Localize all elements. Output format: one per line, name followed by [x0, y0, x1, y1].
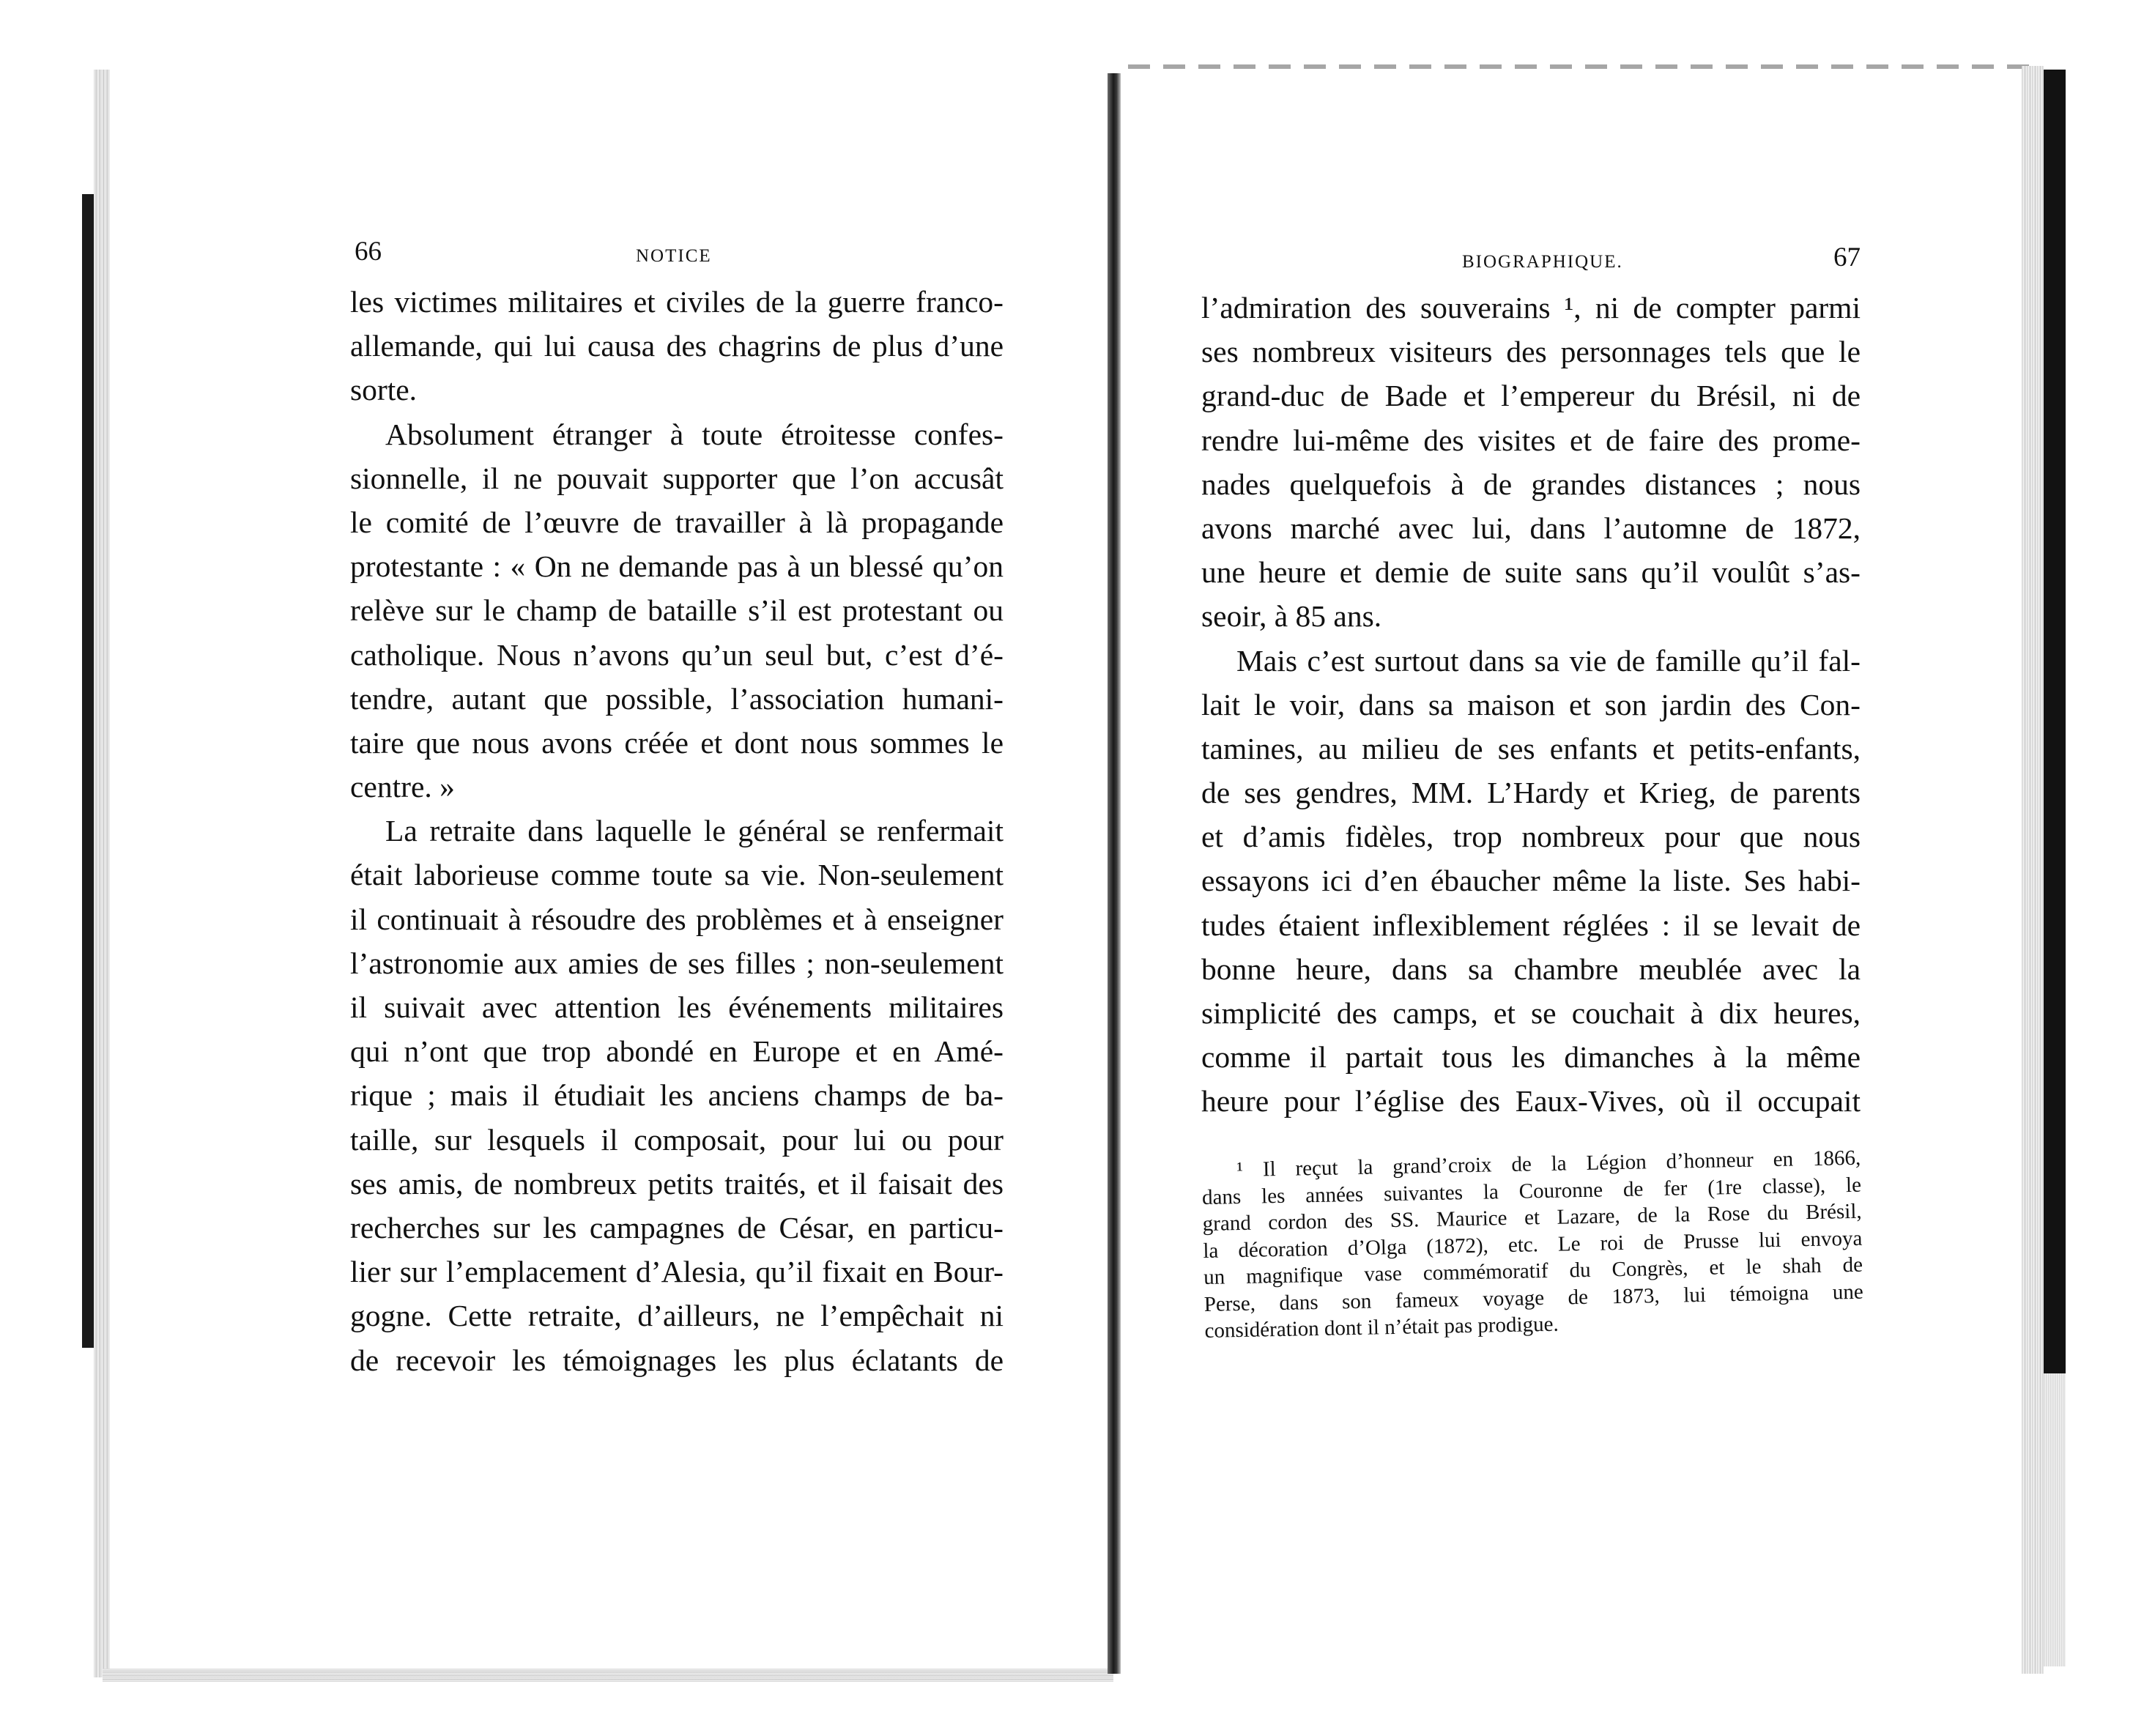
text-line: allemande, qui lui causa des chagrins de plus d’une [350, 329, 1004, 363]
footnote-line: considération dont il n’était pas prodigue. [1204, 1312, 1559, 1343]
text-line: relève sur le champ de bataille s’il est protestant ou [350, 593, 1004, 628]
text-line: une heure et demie de suite sans qu’il voulût s’as- [1201, 555, 1861, 590]
text-line: protestante : « On ne demande pas à un blessé qu’on [350, 549, 1004, 584]
text-line: et d’amis fidèles, trop nombreux pour que nous [1201, 820, 1861, 854]
text-line: lier sur l’emplacement d’Alesia, qu’il fixait en Bour- [350, 1255, 1004, 1289]
text-line: les victimes militaires et civiles de la guerre franco- [350, 285, 1004, 319]
footnote-line: un magnifique vase commémoratif du Congrès, et le shah de [1203, 1253, 1863, 1289]
text-line: Absolument étranger à toute étroitesse confes- [385, 417, 1004, 451]
text-line: de ses gendres, MM. L’Hardy et Krieg, de parents [1201, 776, 1861, 810]
footnote-line: dans les années suivantes la Couronne de fer (1re classe), le [1201, 1172, 1862, 1209]
top-page-edge [1128, 64, 2029, 69]
text-line: taire que nous avons créée et dont nous sommes le [350, 725, 1004, 760]
text-line: comme il partait tous les dimanches à la même [1201, 1040, 1861, 1075]
text-line: gogne. Cette retraite, d’ailleurs, ne l’empêchait ni [350, 1299, 1004, 1333]
text-line: lait le voir, dans sa maison et son jardin des Con- [1201, 687, 1861, 722]
text-line: qui n’ont que trop abondé en Europe et en Amé- [350, 1034, 1004, 1069]
text-line: taille, sur lesquels il composait, pour lui ou pour [350, 1122, 1004, 1157]
running-title: NOTICE [636, 246, 712, 266]
text-line: le comité de l’œuvre de travailler à là propagande [350, 505, 1004, 539]
footnote-line: grand cordon des SS. Maurice et Lazare, de la Rose du Brésil, [1202, 1199, 1862, 1236]
text-line: centre. » [350, 770, 455, 804]
footnote [1201, 1144, 1864, 1344]
page-number: 67 [1833, 242, 1861, 272]
text-line: seoir, à 85 ans. [1201, 599, 1382, 634]
text-line: nades quelquefois à de grandes distances ; nous [1201, 467, 1861, 501]
left-page-stack [94, 70, 110, 1677]
right-cover-edge-lower [2044, 1373, 2066, 1666]
footnote-line: ¹ Il reçut la grand’croix de la Légion d’honneur en 1866, [1236, 1146, 1861, 1182]
running-head [350, 236, 1004, 280]
text-line: rique ; mais il étudiait les anciens champs de ba- [350, 1078, 1004, 1113]
text-line: sorte. [350, 373, 418, 407]
text-line: bonne heure, dans sa chambre meublée avec la [1201, 952, 1861, 986]
footnote-line: Perse, dans son fameux voyage de 1873, lui témoigna une [1203, 1279, 1863, 1316]
text-line: essayons ici d’en ébaucher même la liste. Ses habi- [1201, 864, 1861, 898]
right-cover-edge [2044, 70, 2066, 1373]
text-line: l’admiration des souverains ¹, ni de compter parmi [1201, 291, 1861, 324]
body-text [350, 280, 1004, 1382]
text-line: grand-duc de Bade et l’empereur du Brésil, ni de [1201, 379, 1861, 413]
bottom-page-stack [103, 1669, 1113, 1682]
text-line: était laborieuse comme toute sa vie. Non-seulement [350, 858, 1004, 892]
running-head [1201, 242, 1861, 286]
text-line: Mais c’est surtout dans sa vie de famille qu’il fal- [1236, 643, 1861, 678]
text-line: avons marché avec lui, dans l’automne de 1872, [1201, 511, 1861, 545]
text-line: sionnelle, il ne pouvait supporter que l’on accusât [350, 461, 1004, 495]
text-line: il suivait avec attention les événements militaires [350, 990, 1004, 1024]
text-line: de recevoir les témoignages les plus éclatants de [350, 1343, 1004, 1377]
text-line: l’astronomie aux amies de ses filles ; non-seulement [350, 946, 1004, 980]
body-text [1201, 286, 1861, 1124]
text-line: tamines, au milieu de ses enfants et petits-enfants, [1201, 731, 1861, 765]
text-line: recherches sur les campagnes de César, en particu- [350, 1210, 1004, 1244]
text-line: il continuait à résoudre des problèmes et à enseigner [350, 902, 1004, 936]
text-line: La retraite dans laquelle le général se renfermait [385, 814, 1004, 848]
page-number: 66 [355, 237, 382, 267]
text-line: ses amis, de nombreux petits traités, et il faisait des [350, 1166, 1004, 1201]
right-page [1201, 242, 1861, 1344]
text-line: ses nombreux visiteurs des personnages tels que le [1201, 335, 1861, 369]
book-spine [1108, 73, 1121, 1674]
right-page-stack [2022, 66, 2044, 1674]
text-line: simplicité des camps, et se couchait à dix heures, [1201, 996, 1861, 1030]
text-line: tendre, autant que possible, l’association humani- [350, 681, 1004, 716]
text-line: heure pour l’église des Eaux-Vives, où il occupait [1201, 1084, 1861, 1119]
text-line: catholique. Nous n’avons qu’un seul but, c’est d’é- [350, 637, 1004, 672]
text-line: tudes étaient inflexiblement réglées : il se levait de [1201, 908, 1861, 942]
text-line: rendre lui-même des visites et de faire des prome- [1201, 423, 1861, 457]
left-page [350, 236, 1004, 1382]
footnote-line: la décoration d’Olga (1872), etc. Le roi de Prusse lui envoya [1203, 1225, 1863, 1263]
left-cover-edge [82, 194, 94, 1348]
running-title: BIOGRAPHIQUE. [1462, 252, 1623, 272]
